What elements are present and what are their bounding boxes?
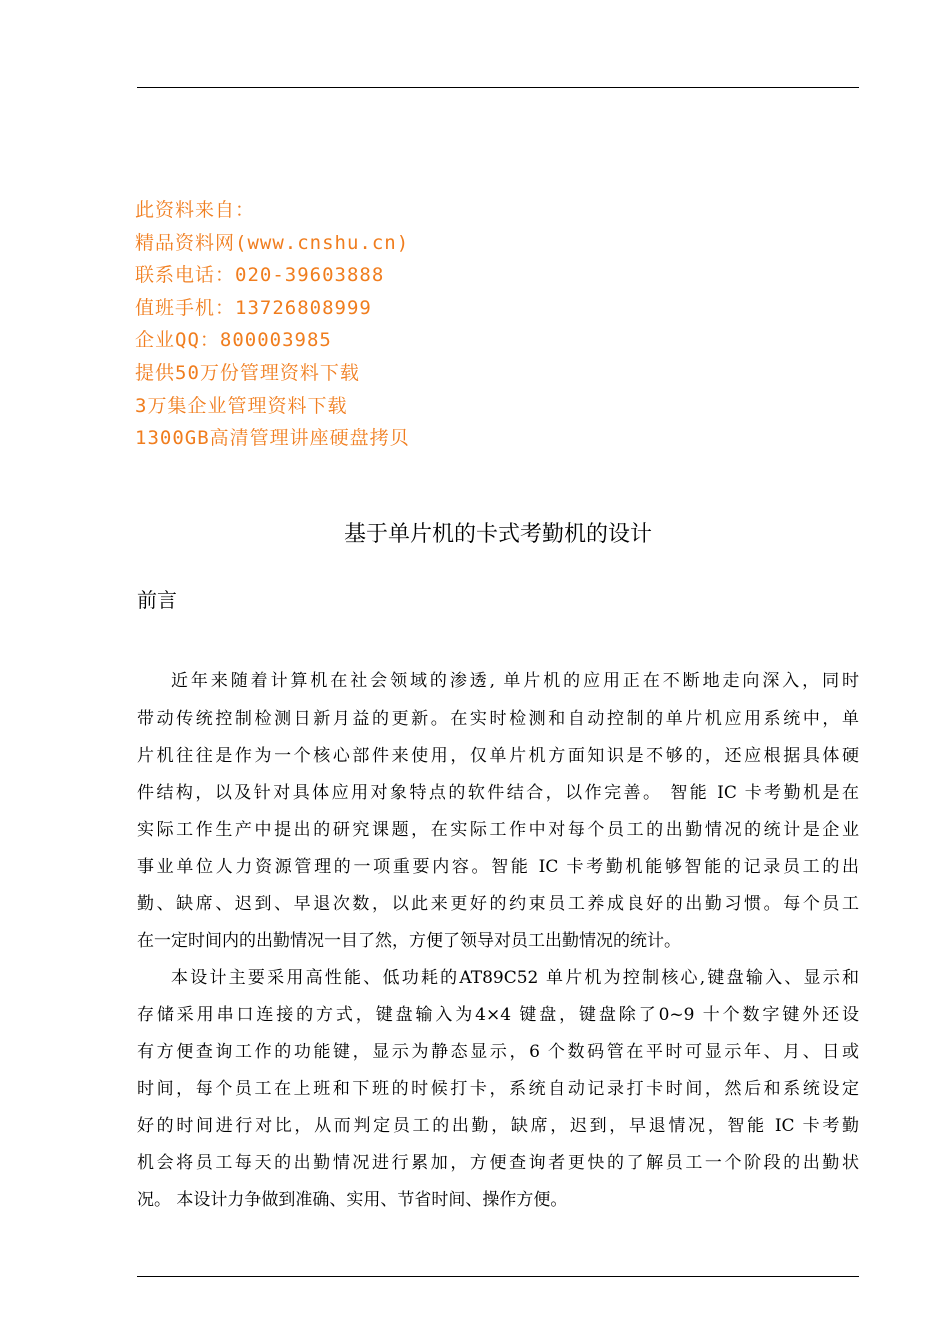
paragraph-1-line: 近年来随着计算机在社会领域的渗透, 单片机的应用正在不断地走向深入，同时 (171, 671, 859, 691)
paragraph-2-line: 机会将员工每天的出勤情况进行累加，方便查询者更快的了解员工一个阶段的出勤状 (137, 1153, 859, 1173)
promo-line-source: 此资料来自： (135, 199, 256, 221)
footer-rule (137, 1276, 859, 1277)
promo-line-website[interactable]: 精品资料网(www.cnshu.cn) (135, 231, 410, 254)
section-heading-preface: 前言 (137, 588, 177, 612)
promo-line-qq: 企业QQ：800003985 (135, 329, 332, 352)
paragraph-1-line: 事业单位人力资源管理的一项重要内容。智能 IC 卡考勤机能够智能的记录员工的出 (137, 857, 859, 877)
paragraph-1-line: 在一定时间内的出勤情况一目了然，方便了领导对员工出勤情况的统计。 (137, 931, 681, 951)
header-rule (137, 87, 859, 88)
paragraph-2-line: 存储采用串口连接的方式，键盘输入为4×4 键盘，键盘除了0~9 十个数字键外还设 (137, 1005, 859, 1025)
promo-block (135, 194, 735, 455)
paragraph-2-line: 时间，每个员工在上班和下班的时候打卡，系统自动记录打卡时间，然后和系统设定 (137, 1079, 859, 1099)
paragraph-1-line: 件结构，以及针对具体应用对象特点的软件结合，以作完善。 智能 IC 卡考勤机是在 (137, 783, 859, 803)
paragraph-1-line: 带动传统控制检测日新月益的更新。在实时检测和自动控制的单片机应用系统中，单 (137, 709, 859, 729)
paragraph-1-line: 实际工作生产中提出的研究课题，在实际工作中对每个员工的出勤情况的统计是企业 (137, 820, 859, 840)
promo-line-offer-3: 1300GB高清管理讲座硬盘拷贝 (135, 427, 410, 450)
promo-line-offer-2: 3万集企业管理资料下载 (135, 394, 348, 417)
paragraph-2-line: 本设计主要采用高性能、低功耗的AT89C52 单片机为控制核心,键盘输入、显示和 (171, 968, 859, 988)
promo-line-phone: 联系电话：020-39603888 (135, 264, 385, 287)
paragraph-2-line: 有方便查询工作的功能键，显示为静态显示，6 个数码管在平时可显示年、月、日或 (137, 1042, 859, 1062)
promo-line-offer-1: 提供50万份管理资料下载 (135, 361, 360, 384)
paragraph-1-line: 勤、缺席、迟到、早退次数，以此来更好的约束员工养成良好的出勤习惯。每个员工 (137, 894, 859, 914)
paragraph-2-line: 况。 本设计力争做到准确、实用、节省时间、操作方便。 (137, 1190, 568, 1210)
paragraph-1-line: 片机往往是作为一个核心部件来使用，仅单片机方面知识是不够的，还应根据具体硬 (137, 746, 859, 766)
promo-line-mobile: 值班手机：13726808999 (135, 296, 372, 319)
document-title: 基于单片机的卡式考勤机的设计 (343, 522, 652, 547)
paragraph-2-line: 好的时间进行对比，从而判定员工的出勤，缺席，迟到，早退情况，智能 IC 卡考勤 (137, 1116, 859, 1136)
